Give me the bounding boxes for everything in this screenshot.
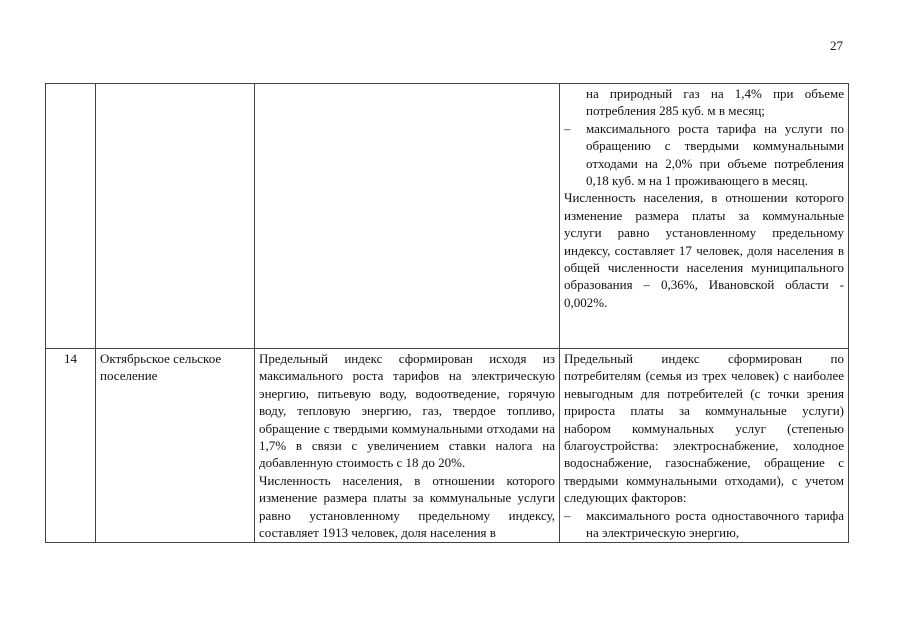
- bullet-dash: [564, 85, 586, 120]
- list-item: – максимального роста тарифа на услуги по обращению с твердыми коммунальными отходами на 2,0% при объеме потребления 0,18 куб. м на 1 проживающего в месяц.: [564, 120, 844, 189]
- cell-number: [46, 84, 96, 349]
- bullet-dash: –: [564, 507, 571, 523]
- list-item: на природный газ на 1,4% при объеме потребления 285 куб. м в месяц;: [564, 85, 844, 120]
- population-paragraph: Численность населения, в отношении которого изменение размера платы за коммунальные услуги равно установленному предельному индексу, составляет 17 человек, доля населения в общей численности населения муниципального образования – 0,36%, Ивановской области - 0,002%.: [564, 190, 844, 310]
- cell-number: 14: [46, 349, 96, 543]
- result-paragraph: Предельный индекс сформирован по потребителям (семья из трех человек) с наиболее невыгодным для потребителей (с точки зрения прироста платы за коммунальные услуги) набором коммунальных услуг (степенью благоустройства: электроснабжение, холодное водоснабжение, газоснабжение, обращение с твердыми коммунальными отходами), с учетом следующих факторов:: [564, 351, 844, 506]
- cell-settlement-name: [96, 84, 255, 349]
- cell-settlement-name: Октябрьское сельское поселение: [96, 349, 255, 543]
- table-row: [46, 349, 849, 543]
- cell-basis: [255, 84, 560, 349]
- population-paragraph: Численность населения, в отношении которого изменение размера платы за коммунальные услуги равно установленному предельному индексу, составляет 1913 человек, доля населения в: [259, 472, 555, 541]
- index-table: [45, 83, 849, 543]
- list-item: – максимального роста одноставочного тарифа на электрическую энергию,: [564, 507, 844, 541]
- cell-result: [560, 84, 849, 349]
- bullet-dash: –: [564, 120, 571, 136]
- basis-paragraph: Предельный индекс сформирован исходя из максимального роста тарифов на электрическую энергию, питьевую воду, водоотведение, горячую воду, тепловую энергию, газ, твердое топливо, обращение с твердыми коммунальными отходами на 1,7% в связи с увеличением ставки налога на добавленную стоимость с 18 до 20%.: [259, 351, 555, 471]
- page-number: 27: [830, 38, 843, 53]
- cell-basis: [255, 349, 560, 543]
- cell-result: [560, 349, 849, 543]
- table-row: [46, 84, 849, 349]
